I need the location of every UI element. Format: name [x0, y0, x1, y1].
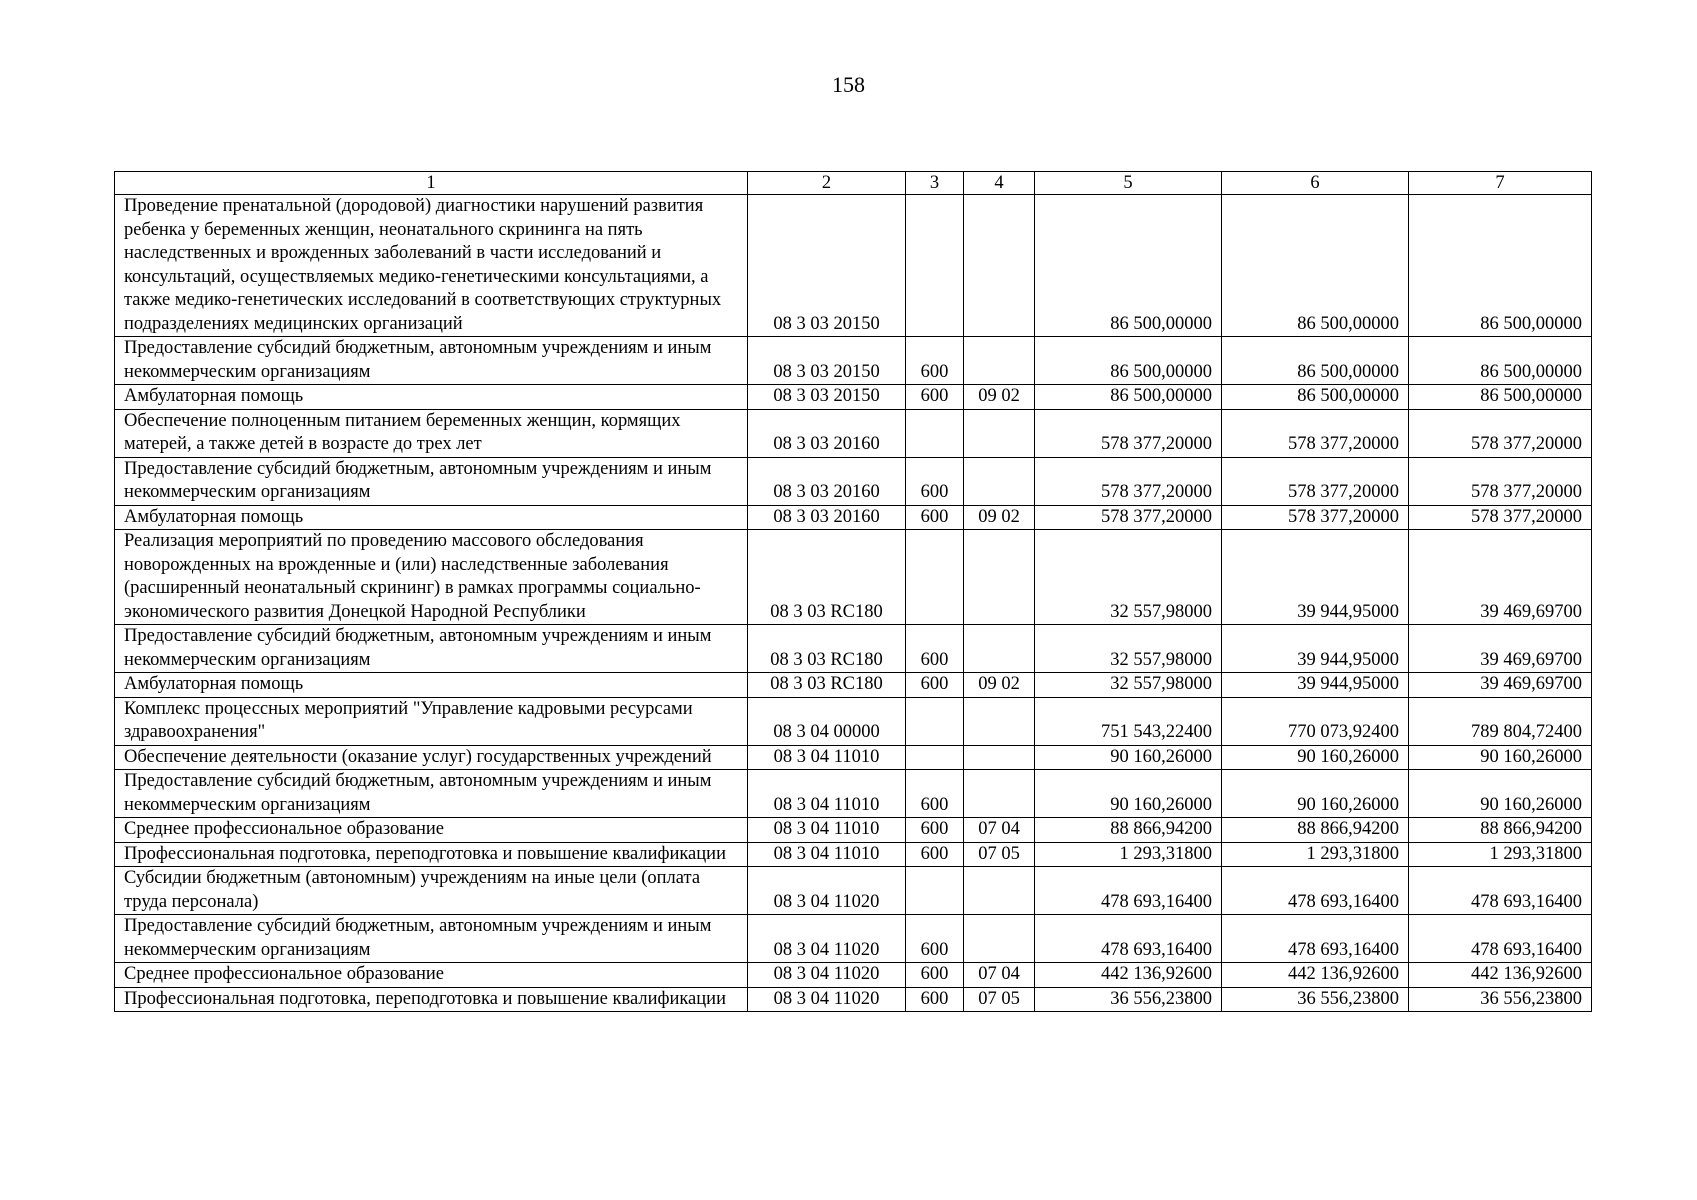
- amount-col-5-cell: 36 556,23800: [1035, 987, 1222, 1012]
- target-code-cell: 08 3 04 11020: [748, 915, 906, 963]
- row-name-cell: Предоставление субсидий бюджетным, автономным учреждениям и иным некоммерческим организациям: [115, 770, 748, 818]
- expense-type-cell: 600: [906, 385, 964, 410]
- row-name-cell: Субсидии бюджетным (автономным) учреждениям на иные цели (оплата труда персонала): [115, 867, 748, 915]
- section-cell: [964, 697, 1035, 745]
- amount-col-5-cell: 86 500,00000: [1035, 385, 1222, 410]
- target-code-cell: 08 3 04 11010: [748, 770, 906, 818]
- row-name-cell: Среднее профессиональное образование: [115, 963, 748, 988]
- table-row: [115, 457, 1592, 505]
- target-code-cell: 08 3 03 20160: [748, 457, 906, 505]
- target-code-cell: 08 3 03 20160: [748, 505, 906, 530]
- target-code-cell: 08 3 03 RC180: [748, 625, 906, 673]
- amount-col-6-cell: 90 160,26000: [1222, 745, 1409, 770]
- amount-col-6-cell: 86 500,00000: [1222, 385, 1409, 410]
- expense-type-cell: 600: [906, 915, 964, 963]
- amount-col-7-cell: 39 469,69700: [1409, 673, 1592, 698]
- amount-col-7-cell: 578 377,20000: [1409, 409, 1592, 457]
- expense-type-cell: 600: [906, 625, 964, 673]
- target-code-cell: 08 3 04 11020: [748, 963, 906, 988]
- expense-type-cell: 600: [906, 842, 964, 867]
- table-row: [115, 409, 1592, 457]
- section-cell: 09 02: [964, 385, 1035, 410]
- target-code-cell: 08 3 04 00000: [748, 697, 906, 745]
- amount-col-6-cell: 86 500,00000: [1222, 337, 1409, 385]
- section-cell: [964, 337, 1035, 385]
- table-row: [115, 505, 1592, 530]
- table-row: [115, 673, 1592, 698]
- header-col-1: 1: [115, 172, 748, 195]
- amount-col-7-cell: 789 804,72400: [1409, 697, 1592, 745]
- table-row: [115, 867, 1592, 915]
- expense-type-cell: 600: [906, 457, 964, 505]
- amount-col-6-cell: 86 500,00000: [1222, 195, 1409, 337]
- amount-col-5-cell: 578 377,20000: [1035, 409, 1222, 457]
- table-row: [115, 987, 1592, 1012]
- amount-col-7-cell: 86 500,00000: [1409, 195, 1592, 337]
- table-row: [115, 625, 1592, 673]
- header-col-3: 3: [906, 172, 964, 195]
- target-code-cell: 08 3 03 RC180: [748, 673, 906, 698]
- amount-col-6-cell: 39 944,95000: [1222, 625, 1409, 673]
- target-code-cell: 08 3 03 20150: [748, 337, 906, 385]
- expense-type-cell: [906, 530, 964, 625]
- amount-col-5-cell: 478 693,16400: [1035, 867, 1222, 915]
- section-cell: [964, 409, 1035, 457]
- table-row: [115, 963, 1592, 988]
- table-row: [115, 818, 1592, 843]
- amount-col-5-cell: 578 377,20000: [1035, 505, 1222, 530]
- row-name-cell: Профессиональная подготовка, переподготовка и повышение квалификации: [115, 987, 748, 1012]
- amount-col-6-cell: 90 160,26000: [1222, 770, 1409, 818]
- amount-col-7-cell: 1 293,31800: [1409, 842, 1592, 867]
- expense-type-cell: [906, 745, 964, 770]
- target-code-cell: 08 3 03 20160: [748, 409, 906, 457]
- amount-col-5-cell: 90 160,26000: [1035, 745, 1222, 770]
- target-code-cell: 08 3 03 RC180: [748, 530, 906, 625]
- amount-col-7-cell: 478 693,16400: [1409, 867, 1592, 915]
- amount-col-6-cell: 478 693,16400: [1222, 915, 1409, 963]
- amount-col-6-cell: 39 944,95000: [1222, 530, 1409, 625]
- row-name-cell: Предоставление субсидий бюджетным, автономным учреждениям и иным некоммерческим организациям: [115, 625, 748, 673]
- section-cell: 09 02: [964, 673, 1035, 698]
- table-body: [115, 195, 1592, 1012]
- table-row: [115, 745, 1592, 770]
- expense-type-cell: 600: [906, 673, 964, 698]
- amount-col-5-cell: 478 693,16400: [1035, 915, 1222, 963]
- row-name-cell: Обеспечение полноценным питанием беременных женщин, кормящих матерей, а также детей в возрасте до трех лет: [115, 409, 748, 457]
- amount-col-5-cell: 32 557,98000: [1035, 625, 1222, 673]
- section-cell: [964, 195, 1035, 337]
- amount-col-5-cell: 86 500,00000: [1035, 337, 1222, 385]
- section-cell: 07 04: [964, 963, 1035, 988]
- row-name-cell: Амбулаторная помощь: [115, 385, 748, 410]
- table-row: [115, 385, 1592, 410]
- amount-col-7-cell: 442 136,92600: [1409, 963, 1592, 988]
- amount-col-6-cell: 478 693,16400: [1222, 867, 1409, 915]
- target-code-cell: 08 3 03 20150: [748, 385, 906, 410]
- page-number: 158: [832, 72, 865, 97]
- table-row: [115, 337, 1592, 385]
- row-name-cell: Предоставление субсидий бюджетным, автономным учреждениям и иным некоммерческим организациям: [115, 337, 748, 385]
- amount-col-5-cell: 32 557,98000: [1035, 530, 1222, 625]
- table-row: [115, 915, 1592, 963]
- header-col-5: 5: [1035, 172, 1222, 195]
- section-cell: [964, 867, 1035, 915]
- target-code-cell: 08 3 04 11010: [748, 842, 906, 867]
- expense-type-cell: [906, 195, 964, 337]
- header-col-6: 6: [1222, 172, 1409, 195]
- amount-col-6-cell: 578 377,20000: [1222, 457, 1409, 505]
- amount-col-5-cell: 442 136,92600: [1035, 963, 1222, 988]
- target-code-cell: 08 3 04 11020: [748, 867, 906, 915]
- table-row: [115, 770, 1592, 818]
- section-cell: [964, 530, 1035, 625]
- amount-col-5-cell: 32 557,98000: [1035, 673, 1222, 698]
- amount-col-7-cell: 578 377,20000: [1409, 457, 1592, 505]
- expense-type-cell: [906, 409, 964, 457]
- header-col-2: 2: [748, 172, 906, 195]
- expense-type-cell: 600: [906, 987, 964, 1012]
- section-cell: 07 05: [964, 842, 1035, 867]
- amount-col-6-cell: 88 866,94200: [1222, 818, 1409, 843]
- amount-col-7-cell: 39 469,69700: [1409, 625, 1592, 673]
- section-cell: [964, 770, 1035, 818]
- amount-col-5-cell: 86 500,00000: [1035, 195, 1222, 337]
- amount-col-6-cell: 578 377,20000: [1222, 409, 1409, 457]
- expense-type-cell: 600: [906, 505, 964, 530]
- amount-col-7-cell: 478 693,16400: [1409, 915, 1592, 963]
- section-cell: 09 02: [964, 505, 1035, 530]
- amount-col-7-cell: 86 500,00000: [1409, 337, 1592, 385]
- row-name-cell: Комплекс процессных мероприятий "Управление кадровыми ресурсами здравоохранения": [115, 697, 748, 745]
- target-code-cell: 08 3 04 11010: [748, 818, 906, 843]
- amount-col-7-cell: 90 160,26000: [1409, 770, 1592, 818]
- expense-type-cell: [906, 697, 964, 745]
- amount-col-7-cell: 86 500,00000: [1409, 385, 1592, 410]
- amount-col-6-cell: 578 377,20000: [1222, 505, 1409, 530]
- row-name-cell: Амбулаторная помощь: [115, 673, 748, 698]
- budget-table: [114, 171, 1592, 1012]
- row-name-cell: Предоставление субсидий бюджетным, автономным учреждениям и иным некоммерческим организациям: [115, 457, 748, 505]
- row-name-cell: Предоставление субсидий бюджетным, автономным учреждениям и иным некоммерческим организациям: [115, 915, 748, 963]
- amount-col-5-cell: 90 160,26000: [1035, 770, 1222, 818]
- table-row: [115, 697, 1592, 745]
- amount-col-6-cell: 1 293,31800: [1222, 842, 1409, 867]
- expense-type-cell: 600: [906, 337, 964, 385]
- amount-col-7-cell: 39 469,69700: [1409, 530, 1592, 625]
- amount-col-7-cell: 36 556,23800: [1409, 987, 1592, 1012]
- target-code-cell: 08 3 04 11020: [748, 987, 906, 1012]
- amount-col-6-cell: 442 136,92600: [1222, 963, 1409, 988]
- row-name-cell: Реализация мероприятий по проведению массового обследования новорожденных на врожденные и (или) наследственные заболевания (расширенный неонатальный скрининг) в рамках программы социально-экономического развития Донецкой Народной Республики: [115, 530, 748, 625]
- amount-col-5-cell: 578 377,20000: [1035, 457, 1222, 505]
- table-row: [115, 530, 1592, 625]
- row-name-cell: Профессиональная подготовка, переподготовка и повышение квалификации: [115, 842, 748, 867]
- row-name-cell: Проведение пренатальной (дородовой) диагностики нарушений развития ребенка у беременных женщин, неонатального скрининга на пять наследственных и врожденных заболеваний в части исследований и консультаций, осуществляемых медико-генетическими консультациями, а также медико-генетических исследований в соответствующих структурных подразделениях медицинских организаций: [115, 195, 748, 337]
- section-cell: 07 04: [964, 818, 1035, 843]
- table-row: [115, 842, 1592, 867]
- section-cell: [964, 745, 1035, 770]
- header-col-7: 7: [1409, 172, 1592, 195]
- section-cell: [964, 915, 1035, 963]
- amount-col-6-cell: 36 556,23800: [1222, 987, 1409, 1012]
- expense-type-cell: 600: [906, 818, 964, 843]
- amount-col-6-cell: 39 944,95000: [1222, 673, 1409, 698]
- target-code-cell: 08 3 03 20150: [748, 195, 906, 337]
- table-header-row: [115, 172, 1592, 195]
- amount-col-7-cell: 90 160,26000: [1409, 745, 1592, 770]
- row-name-cell: Амбулаторная помощь: [115, 505, 748, 530]
- amount-col-5-cell: 751 543,22400: [1035, 697, 1222, 745]
- amount-col-5-cell: 88 866,94200: [1035, 818, 1222, 843]
- expense-type-cell: 600: [906, 963, 964, 988]
- amount-col-7-cell: 88 866,94200: [1409, 818, 1592, 843]
- amount-col-6-cell: 770 073,92400: [1222, 697, 1409, 745]
- expense-type-cell: 600: [906, 770, 964, 818]
- row-name-cell: Среднее профессиональное образование: [115, 818, 748, 843]
- header-col-4: 4: [964, 172, 1035, 195]
- table-row: [115, 195, 1592, 337]
- row-name-cell: Обеспечение деятельности (оказание услуг) государственных учреждений: [115, 745, 748, 770]
- amount-col-7-cell: 578 377,20000: [1409, 505, 1592, 530]
- expense-type-cell: [906, 867, 964, 915]
- section-cell: 07 05: [964, 987, 1035, 1012]
- target-code-cell: 08 3 04 11010: [748, 745, 906, 770]
- section-cell: [964, 625, 1035, 673]
- amount-col-5-cell: 1 293,31800: [1035, 842, 1222, 867]
- section-cell: [964, 457, 1035, 505]
